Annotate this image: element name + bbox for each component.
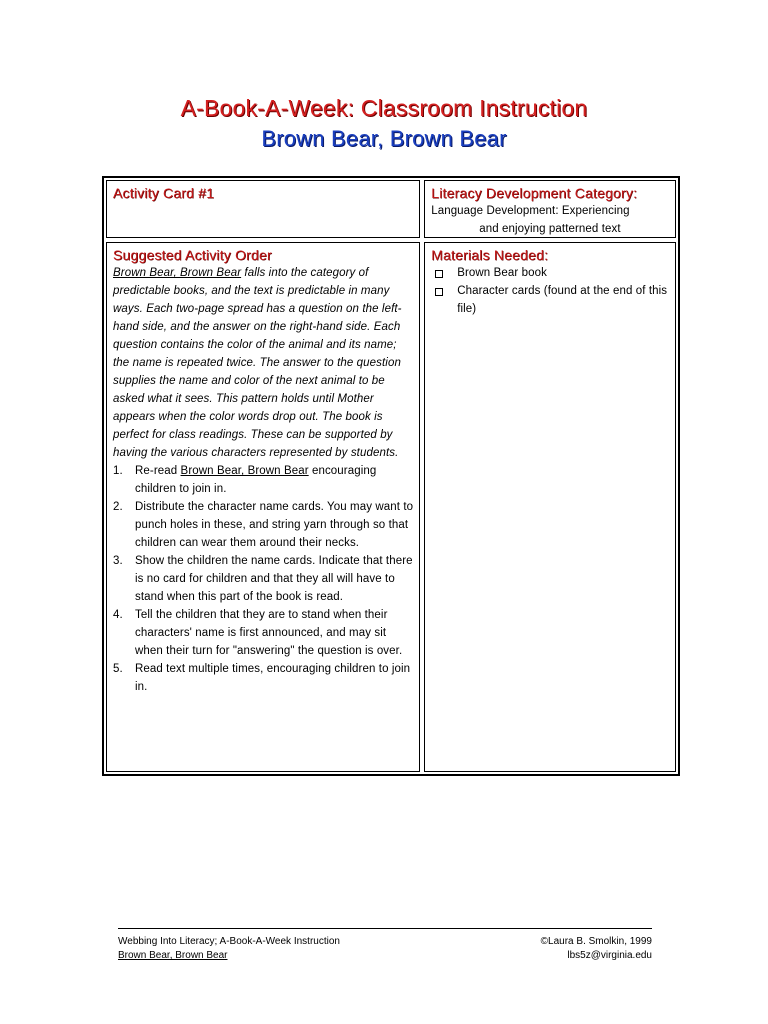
steps-list	[113, 462, 415, 696]
materials-cell	[424, 242, 676, 772]
step-number: 2.	[113, 501, 123, 513]
step-text: Read text multiple times, encouraging children to join in.	[135, 663, 411, 693]
page-subtitle: Brown Bear, Brown Bear	[261, 126, 507, 151]
materials-list	[431, 264, 671, 318]
step-book-title: Brown Bear, Brown Bear	[180, 465, 309, 477]
intro-text: falls into the category of predictable books, and the text is predictable in many ways. Each two-page spread has a question on the left-hand side, and the answer on the right-hand side. Each question contains the color of the animal and its name; the name is repeated twice. The answer to the question supplies the name and color of the next animal to be asked what it sees. This pattern holds until Mother appears when the color words drop out. The book is perfect for class readings. These can be supported by having the various characters represented by students.	[113, 267, 402, 459]
materials-heading: Materials Needed:	[431, 247, 549, 263]
activity-card-table	[102, 176, 680, 776]
step-item	[113, 606, 415, 660]
activity-card-label: Activity Card #1	[113, 185, 215, 201]
page-title: A-Book-A-Week: Classroom Instruction	[180, 95, 588, 121]
activity-order-cell	[106, 242, 420, 772]
step-text: Show the children the name cards. Indicate that there is no card for children and that they all will have to stand when this part of the book is read.	[135, 555, 413, 603]
step-text: Tell the children that they are to stand when their characters' name is first announced, and may sit when their turn for "answering" the question is over.	[135, 609, 403, 657]
square-bullet-icon	[435, 288, 443, 296]
step-item	[113, 552, 415, 606]
step-text: Re-read Brown Bear, Brown Bear encouraging children to join in.	[135, 465, 377, 495]
step-item	[113, 660, 415, 696]
category-cell	[424, 180, 676, 238]
footer-right	[541, 935, 652, 963]
category-line-2: and enjoying patterned text	[479, 223, 621, 235]
activity-card-cell	[106, 180, 420, 238]
intro-paragraph	[113, 264, 415, 462]
step-number: 3.	[113, 555, 123, 567]
category-line-1: Language Development: Experiencing	[431, 205, 630, 217]
category-heading: Literacy Development Category:	[431, 185, 638, 201]
activity-order-heading: Suggested Activity Order	[113, 247, 272, 263]
step-item	[113, 498, 415, 552]
footer-left	[118, 935, 340, 963]
step-item	[113, 462, 415, 498]
step-number: 1.	[113, 465, 123, 477]
footer-series-title: Webbing Into Literacy; A-Book-A-Week Instruction	[118, 936, 340, 947]
footer-book-title: Brown Bear, Brown Bear	[118, 950, 228, 961]
materials-item-text: Character cards (found at the end of this file)	[457, 285, 668, 315]
materials-item-text: Brown Bear book	[457, 267, 547, 279]
intro-book-title: Brown Bear, Brown Bear	[113, 267, 242, 279]
materials-item	[431, 282, 671, 318]
page-header	[0, 92, 768, 154]
footer-copyright: ©Laura B. Smolkin, 1999	[540, 936, 652, 947]
step-text: Distribute the character name cards. You may want to punch holes in these, and string yarn through so that children can wear them around their necks.	[135, 501, 414, 549]
footer-email: lbs5z@virginia.edu	[567, 950, 652, 961]
step-number: 5.	[113, 663, 123, 675]
step-number: 4.	[113, 609, 123, 621]
page-footer	[118, 928, 652, 963]
materials-item	[431, 264, 671, 282]
square-bullet-icon	[435, 270, 443, 278]
